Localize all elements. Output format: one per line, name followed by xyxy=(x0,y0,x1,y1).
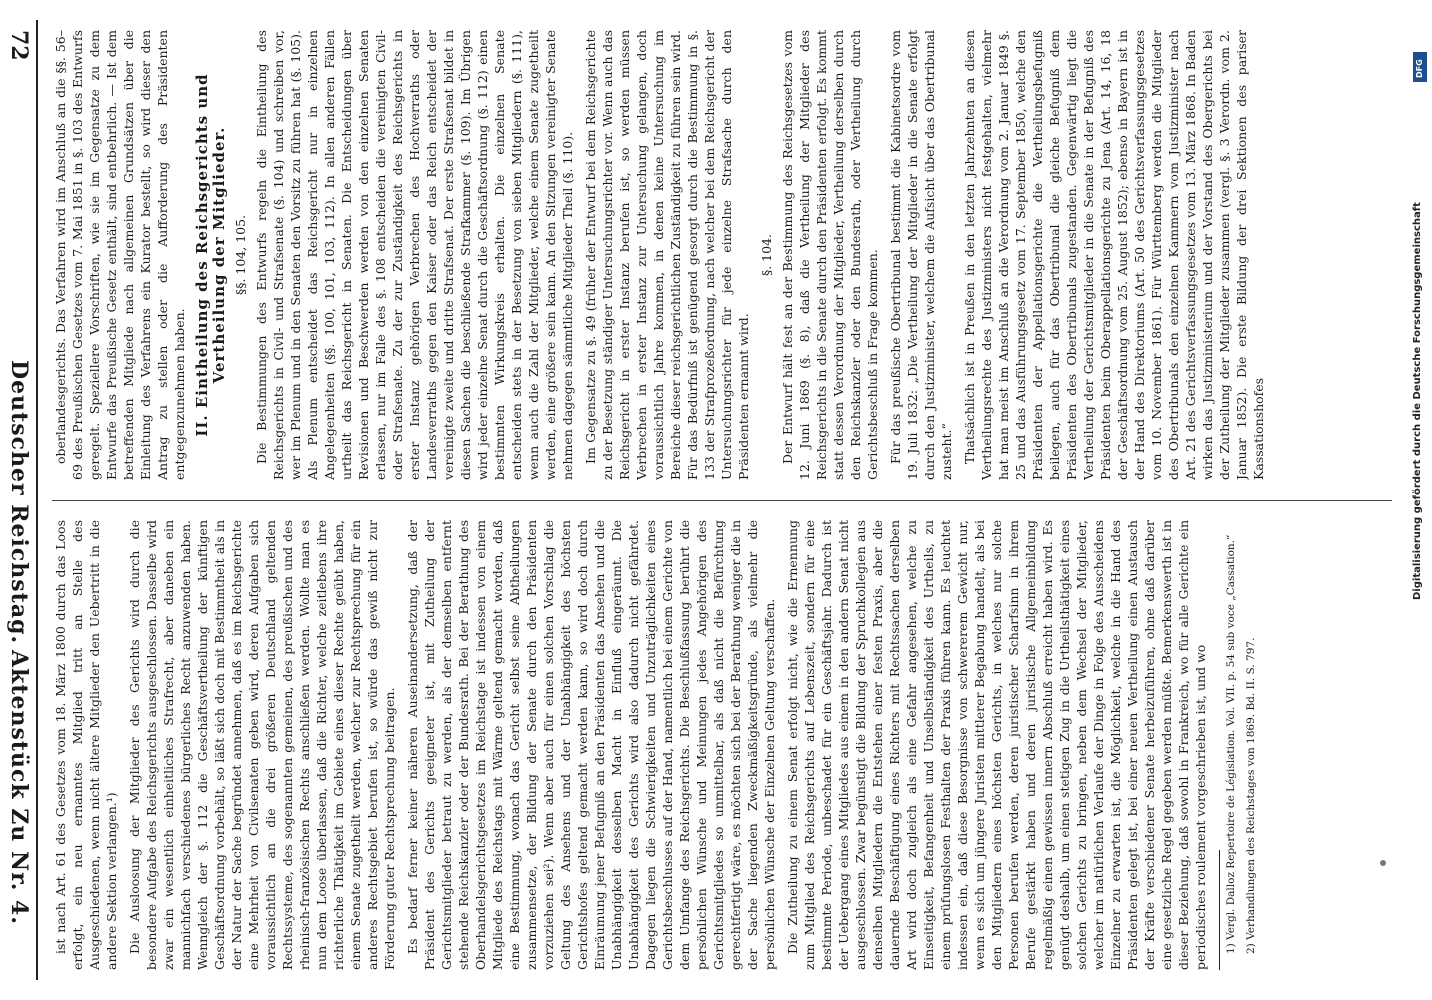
section-reference: §§. 104, 105. xyxy=(233,214,248,296)
dfg-logo-text: DFG xyxy=(1415,59,1424,78)
scan-speck xyxy=(1380,860,1386,866)
running-title: Deutscher Reichstag. xyxy=(6,360,32,645)
footnote-rule xyxy=(1219,850,1220,970)
paragraph: oberlandesgerichts. Das Verfahren wird im Anschluß an die §§. 56–69 des Preußischen Gesetzes vom 7. Mai 1851 in §. 103 des Entwurfs geregelt. Speziellere Vorschriften, wie sie im Gegensatze zu dem Entwurfe das Preußische Gesetz enthält, sind entbehrlich. — Ist dem betreffenden Mitgliede nach allgemeinen Grundsätzen über die Einleitung des Verfahrens ein Kurator bestellt, so wird dieser den Antrag zu stellen oder die Aufforderung des Präsidenten entgegenzunehmen haben. xyxy=(53,30,187,480)
page-header xyxy=(2,0,32,1000)
paragraph: Im Gegensatze zu §. 49 (früher der Entwurf bei dem Reichsgerichte zu der Besetzung ständiger Untersuchungsrichter vor. Wenn auch das Reichsgericht in erster Instanz berufen ist, so werden müssen Verbrechen in erster Instanz zur Untersuchung gelangen, doch voraussichtlich Jahre kommen, in denen keine Untersuchung im Bereiche dieser reichsgerichtlichen Zuständigkeit zu führen sein wird. Für das Bedürfniß ist genügend gesorgt durch die Bestimmung in §. 133 der Strafprozeßordnung, nach welcher bei dem Reichsgericht der Untersuchungsrichter für jede einzelne Strafsache durch den Präsidenten ernannt wird. xyxy=(583,30,751,480)
footnote: 2) Verhandlungen des Reichstages von 1869. Bd. II. S. 797. xyxy=(1245,637,1257,954)
paragraph: Die Bestimmungen des Entwurfs regeln die Eintheilung des Reichsgerichts in Civil- und Strafsenate (§. 104) und schreiben vor, wer im Plenum und in den Senaten den Vorsitz zu führen hat (§. 105). Als Plenum entscheidet das Reichsgericht nur in einzelnen Angelegenheiten (§§. 100, 101, 103, 112). In allen anderen Fällen urtheilt das Reichsgericht in Senaten. Die Entscheidungen über Revisionen und Beschwerden werden von den einzelnen Senaten erlassen, nur im Falle des §. 108 entscheiden die vereinigten Civil- oder Strafsenate. Zu der zur Zuständigkeit des Reichsgerichts in erster Instanz gehörigen Verbrechen des Hochverraths oder Landesverraths gegen den Kaiser oder das Reich entscheidet der vereinigte zweite und dritte Strafsenat. Der erste Strafsenat bildet in diesen Sachen die beschließende Strafkammer (§. 109). Im Übrigen wird jeder einzelne Senat durch die Geschäftsordnung (§. 112) einen bestimmten Wirkungskreis erhalten. Die einzelnen Senate entscheiden stets in der Besetzung von sieben Mitgliedern (§. 111), wenn auch die Zahl der Mitglieder, welche einem Senate zugetheilt werden, eine größere sein kann. An den Sitzungen vereinigter Senate nehmen dagegen sämmtliche Mitglieder Theil (§. 110). xyxy=(254,30,575,480)
paragraph: Es bedarf ferner keiner näheren Auseinandersetzung, daß der Präsident des Gerichts geeigneter ist, mit Zutheilung der Gerichtsmitglieder betraut zu werden, als der demselben entfernt stehende Reichskanzler oder der Bundesrath. Bei der Berathung des Oberhandelsgerichtsgesetzes im Reichstage ist indessen von einem Mitgliede des Reichstags mit Wärme geltend gemacht worden, daß eine Bestimmung, wonach das Gericht selbst seine Abtheilungen zusammensetze, der Bildung der Senate durch den Präsidenten vorzuziehen sei²). Wenn aber auch für einen solchen Vorschlag die Geltung des Ansehens und der Unabhängigkeit des höchsten Gerichtshofes geltend gemacht werden kann, so wird doch durch Einräumung jener Befugniß an den Präsidenten das Ansehen und die Unabhängigkeit desselben Macht in Einfluß eingeräumt. Die Unabhängigkeit des Gerichts wird also dadurch nicht gefährdet. Dagegen liegen die Schwierigkeiten und Unzuträglichkeiten eines Gerichtsbeschlusses auf der Hand, namentlich bei einem Gerichte von dem Umfange des Reichsgerichts. Die Beschlußfassung berührt die persönlichen Wünsche und Meinungen jedes Angehörigen des Gerichtsmitgliedes so unmittelbar, als daß nicht die Befürchtung gerechtfertigt wäre, es möchten sich bei der Berathung weniger die in der Sache liegenden Zweckmäßigkeitsgründe, als vielmehr die persönlichen Wünsche der Einzelnen Geltung verschaffen. xyxy=(405,520,777,970)
supplement-title: Aktenstück Zu Nr. 4. xyxy=(6,650,32,925)
paragraph: Thatsächlich ist in Preußen in den letzten Jahrzehnten an diesen Vertheilungsrechte des Justizministers nicht festgehalten, vielmehr hat man meist im Anschluß an die Verordnung vom 2. Januar 1849 §. 25 und das Ausführungsgesetz vom 17. September 1850, welche den Präsidenten der Appellationsgerichte die Vertheilungsbefugniß beilegen, auch für das Obertribunal die gleiche Befugniß dem Präsidenten des Obertribunals zugestanden. Gegenwärtig liegt die Vertheilung der Gerichtsmitglieder in die Senate in der Befugniß des Präsidenten beim Oberappellationsgerichte zu Jena (Art. 14, 16, 18 der Geschäftsordnung vom 25. August 1852); ebenso in Bayern ist in der Hand des Direktoriums (Art. 50 des Gerichtsverfassungsgesetzes vom 10. November 1861). Für Württemberg werden die Mitglieder des Obertribunals den einzelnen Kammern vom Justizminister nach Art. 21 des Gerichtsverfassungsgesetzes vom 13. März 1868. In Baden wirken das Justizministerium und der Vorstand des Obergerichts bei der Zutheilung der Mitglieder zusammen (vergl. §. 3 Verordn. vom 2. Januar 1852). Die erste Bildung der drei Sektionen des pariser Kassationshofes xyxy=(962,30,1266,480)
left-column xyxy=(52,30,1402,480)
paragraph: Der Entwurf hält fest an der Bestimmung des Reichsgesetzes vom 12. Juni 1869 (§. 8), daß die Vertheilung der Mitglieder des Reichsgerichts in die Senate durch den Präsidenten erfolgt. Es kommt statt dessen Verordnung der Mitglieder, Vertheilung derselben durch den Reichskanzler oder den Bundesrath, oder Vertheilung durch Gerichtsbeschluß in Frage kommen. xyxy=(780,30,880,480)
footnote: 1) Vergl. Dalloz Repertoire de Législation. Vol. VII. p. 54 sub voce „Cassation.“ xyxy=(1225,534,1237,954)
page-number: 72 xyxy=(6,30,32,61)
paragraph: Für das preußische Obertribunal bestimmt die Kabinetsordre vom 19. Juli 1832: „Die Vertheilung der Mitglieder in die Senate erfolgt durch den Justizminister, welchem die Aufsicht über das Obertribunal zusteht.“ xyxy=(888,30,954,480)
paragraph: Die Ausloosung der Mitglieder des Gerichts wird durch die besondere Aufgabe des Reichsgerichts ausgeschlossen. Dasselbe wird zwar ein wesentlich einheitliches Strafrecht, aber daneben ein mannichfach verschiedenes bürgerliches Recht anzuwenden haben. Wenngleich der §. 112 die Geschäftsvertheilung der künftigen Geschäftsordnung vorbehält, so läßt sich doch mit Bestimmtheit als in der Natur der Sache begründet annehmen, daß es im Reichsgerichte eine Mehrheit von Civilsenaten geben wird, deren Aufgaben sich voraussichtlich an die drei größeren Deutschland geltenden Rechtssysteme, des sogenannten gemeinen, des preußischen und des rheinisch-französischen Rechts anschließen werden. Wollte man es nun dem Loose überlassen, daß die Richter, welche zeitlebens ihre richterliche Thätigkeit im Gebiete eines dieser Rechte geübt haben, einem Senate zugetheilt werden, welcher zur Rechtsprechung für ein anderes Rechtsgebiet berufen ist, so würde das gewiß nicht zur Förderung guter Rechtsprechung beitragen. xyxy=(127,520,397,970)
digitization-credit: Digitalisierung gefördert durch die Deutsche Forschungsgemeinschaft xyxy=(1412,202,1423,600)
paragraph: Die Zutheilung zu einem Senat erfolgt nicht, wie die Ernennung zum Mitglied des Reichsgerichts auf Lebenszeit, sondern für eine bestimmte Periode, unbeschadet für ein Geschäftsjahr. Dadurch ist der Uebergang eines Mitgliedes aus einem in den andern Senat nicht ausgeschlossen. Zwar begünstigt die Bildung der Spruchkollegien aus denselben Mitgliedern die Entstehen einer festen Praxis, aber die dauernde Beschäftigung eines Richters mit Rechtssachen derselben Art wird doch zugleich als eine Gefahr angesehen, welche zu Einseitigkeit, Befangenheit und Unselbständigkeit des Urtheils, zu einem prüfungslosen Festhalten der Praxis führen kann. Es leuchtet indessen ein, daß diese Besorgnisse von schwererem Gewicht nur, wenn es sich um jüngere Juristen mittlerer Begabung handelt, als bei den Mitgliedern eines höchsten Gerichts, in welches nur solche Personen berufen werden, deren juristischer Scharfsinn in ihrem Berufe gestärkt haben und deren juristische Allgemeinbildung regelmäßig einen gewissen innern Abschluß erreicht haben wird. Es genügt deshalb, um einen stetigen Zug in die Urtheilsthätigkeit eines solchen Gerichts zu bringen, neben dem Wechsel der Mitglieder, welcher im natürlichen Verlaufe der Dinge in Folge des Ausscheidens Einzelner zu erwarten ist, die Möglichkeit, welche in die Hand des Präsidenten gelegt ist, bei einer neuen Vertheilung einen Austausch der Kräfte verschiedener Senate herbeizuführen, ohne daß darüber eine gesetzliche Regel gegeben werden müßte. Bemerkenswerth ist in dieser Beziehung, daß sowohl in Frankreich, wo für alle Gerichte ein periodisches roulement vorgeschrieben ist, und wo xyxy=(785,520,1208,970)
dfg-logo-icon xyxy=(1413,52,1427,82)
section-reference: §. 104. xyxy=(759,233,774,277)
column-divider xyxy=(52,500,1392,501)
paragraph: ist nach Art. 61 des Gesetzes vom 18. März 1800 durch das Loos erfolgt, ein neu ernanntes Mitglied tritt an Stelle des Ausgeschiedenen, wenn nicht ältere Mitglieder den Uebertritt in die andere Sektion verlangen.¹) xyxy=(53,520,119,970)
section-heading: II. Eintheilung des Reichsgerichts und Vertheilung der Mitglieder. xyxy=(193,73,228,437)
header-rule xyxy=(36,20,38,980)
right-column xyxy=(52,520,1402,970)
